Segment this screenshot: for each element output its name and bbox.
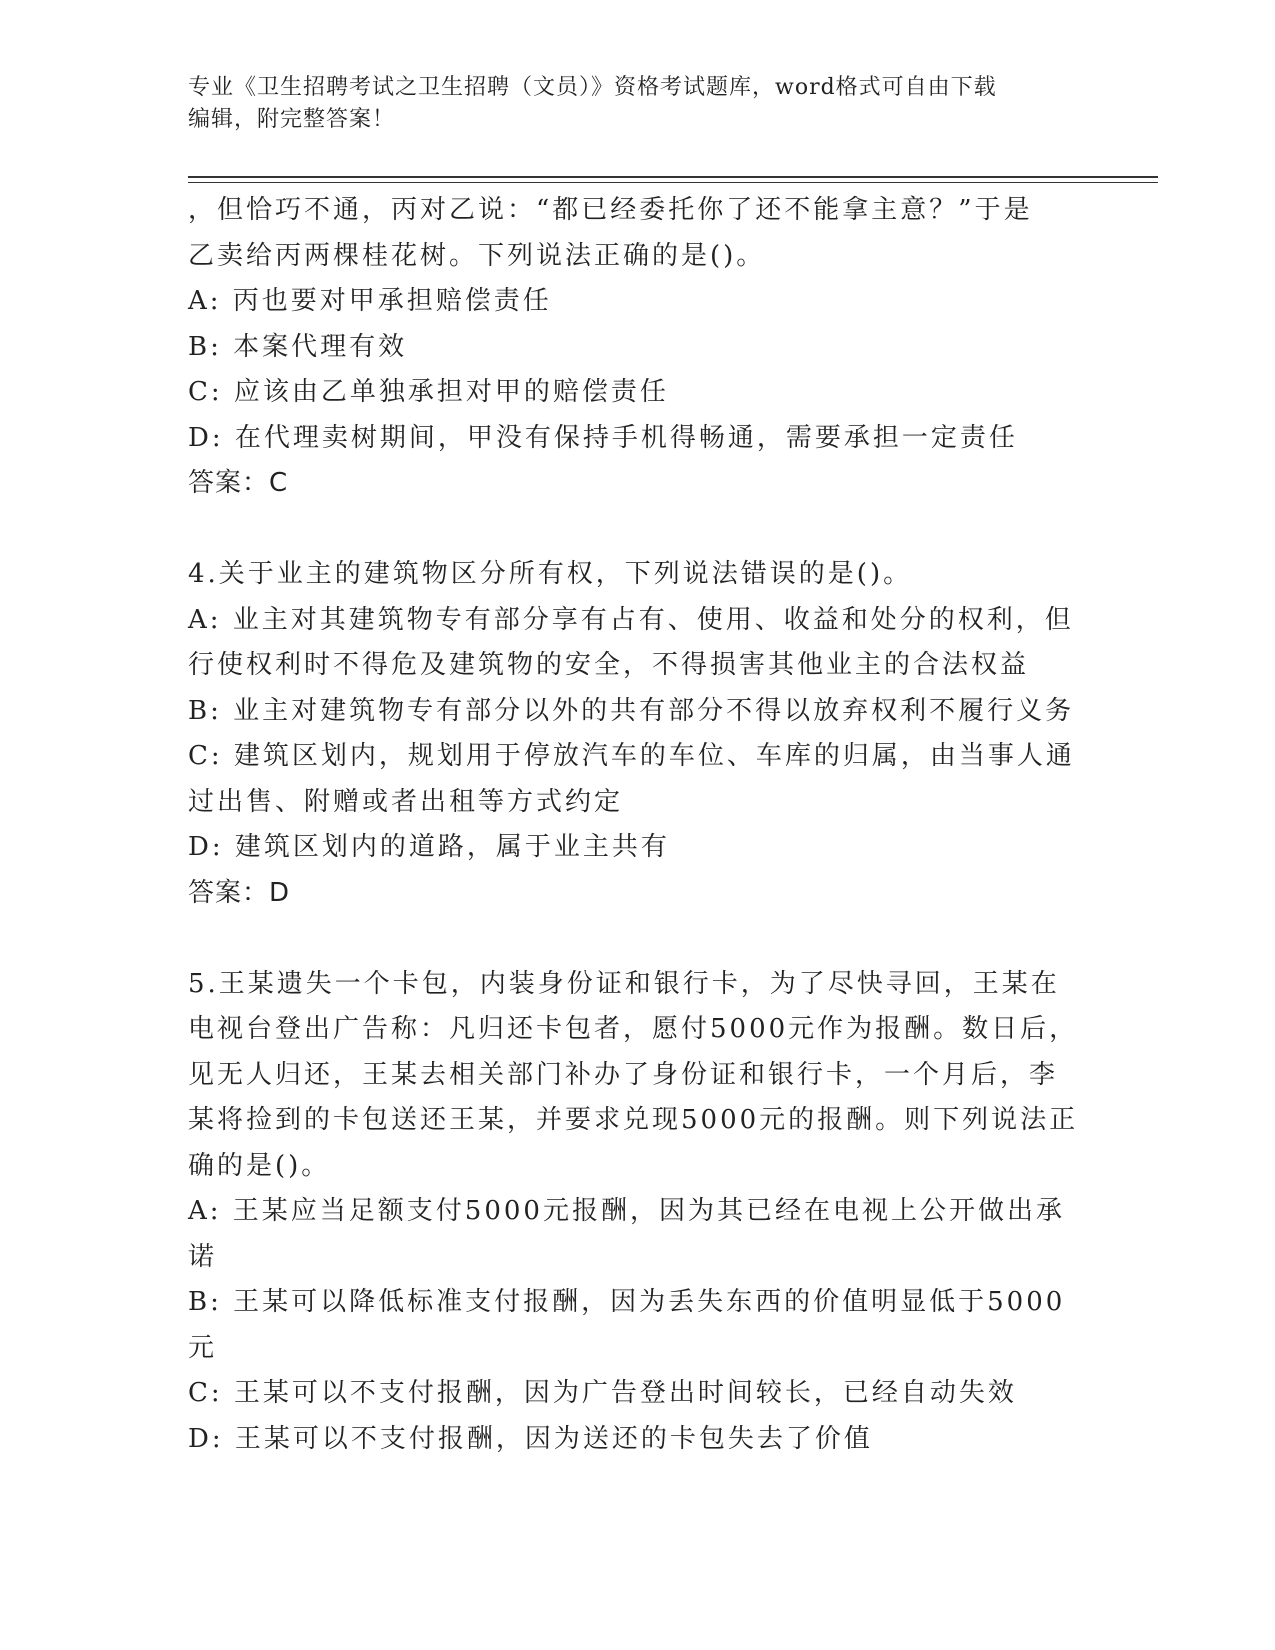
option-a-continued: 行使权利时不得危及建筑物的安全，不得损害其他业主的合法权益: [188, 650, 1030, 680]
question-stem-line: 5.王某遗失一个卡包，内装身份证和银行卡，为了尽快寻回，王某在: [188, 968, 1060, 999]
option-d: D: 在代理卖树期间，甲没有保持手机得畅通，需要承担一定责任: [188, 422, 1018, 453]
option-c: C: 王某可以不支付报酬，因为广告登出时间较长，已经自动失效: [188, 1378, 1017, 1408]
option-d: D: 建筑区划内的道路，属于业主共有: [188, 832, 670, 862]
option-c: C: 应该由乙单独承担对甲的赔偿责任: [188, 377, 669, 407]
option-a: A: 王某应当足额支付5000元报酬，因为其已经在电视上公开做出承: [188, 1196, 1065, 1226]
option-c: C: 建筑区划内，规划用于停放汽车的车位、车库的归属，由当事人通: [188, 741, 1075, 771]
header-rule-thick: [188, 176, 1158, 178]
question-5: [188, 962, 1088, 1463]
header-line-2: 编辑，附完整答案！: [188, 107, 396, 132]
question-stem-line: 乙卖给丙两棵桂花树。下列说法正确的是()。: [188, 240, 766, 271]
question-stem-line: 某将捡到的卡包送还王某，并要求兑现5000元的报酬。则下列说法正: [188, 1105, 1079, 1135]
document-header: [188, 72, 1088, 136]
option-a-continued: 诺: [188, 1241, 218, 1272]
spacer: [188, 507, 1088, 553]
header-rule-thin: [188, 182, 1158, 183]
option-b: B: 业主对建筑物专有部分以外的共有部分不得以放弃权利不履行义务: [188, 695, 1075, 726]
question-stem-line: ，但恰巧不通，丙对乙说：“都已经委托你了还不能拿主意？”于是: [188, 195, 1033, 225]
answer-line: 答案：D: [188, 877, 291, 908]
option-c-continued: 过出售、附赠或者出租等方式约定: [188, 786, 624, 817]
document-body: [188, 188, 1088, 1462]
question-stem-line: 确的是()。: [188, 1150, 331, 1181]
spacer: [188, 916, 1088, 962]
option-a: A: 业主对其建筑物专有部分享有占有、使用、收益和处分的权利，但: [188, 604, 1074, 635]
answer-line: 答案：C: [188, 468, 289, 498]
question-stem-line: 见无人归还，王某去相关部门补办了身份证和银行卡，一个月后，李: [188, 1059, 1059, 1090]
question-4: [188, 552, 1088, 916]
option-b: B: 王某可以降低标准支付报酬，因为丢失东西的价值明显低于5000: [188, 1287, 1066, 1317]
option-d: D: 王某可以不支付报酬，因为送还的卡包失去了价值: [188, 1423, 873, 1454]
option-a: A: 丙也要对甲承担赔偿责任: [188, 286, 552, 316]
option-b: B: 本案代理有效: [188, 331, 408, 362]
question-3: [188, 188, 1088, 507]
option-b-continued: 元: [188, 1332, 218, 1363]
question-stem-line: 4.关于业主的建筑物区分所有权，下列说法错误的是()。: [188, 559, 913, 589]
header-line-1: 专业《卫生招聘考试之卫生招聘（文员）》资格考试题库，word格式可自由下载: [188, 75, 997, 100]
question-stem-line: 电视台登出广告称：凡归还卡包者，愿付5000元作为报酬。数日后，: [188, 1014, 1079, 1044]
